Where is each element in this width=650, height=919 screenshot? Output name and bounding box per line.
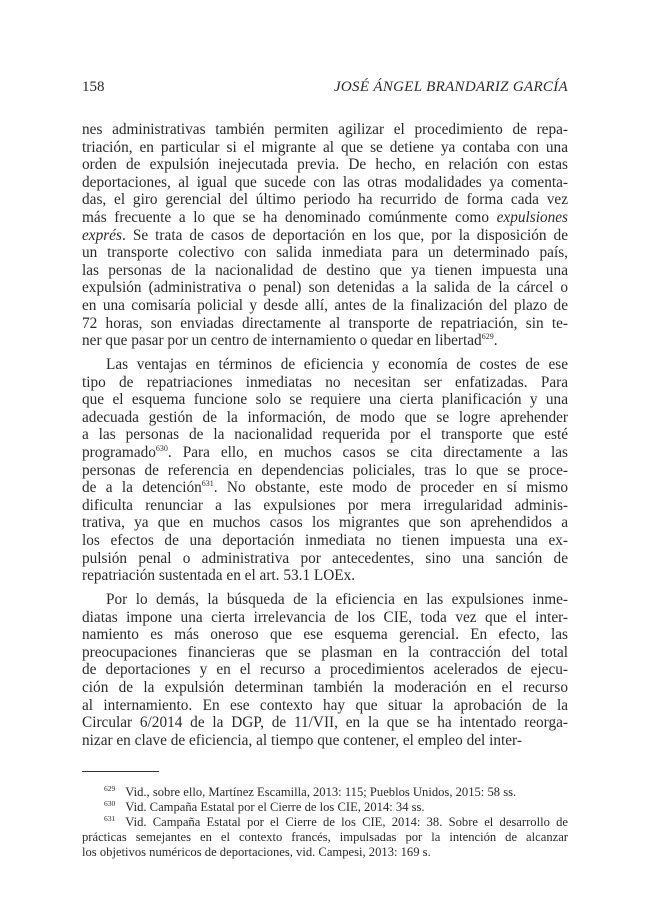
text-line: repatriación sustentada en el art. 53.1 LOEx. <box>82 567 356 585</box>
body-paragraph <box>82 121 568 350</box>
text: . Para ello, en muchos casos se cita directamente a las <box>167 443 568 461</box>
footnote <box>82 785 568 800</box>
text-line: expulsión (administrativa o penal) son detenidas a la salida de la cárcel o <box>82 279 568 297</box>
text-line: pulsión penal o administrativa por antecedentes, sino una sanción de <box>82 549 568 567</box>
italic-text: expulsiones <box>496 208 568 226</box>
text-line: nizar en clave de eficiencia, al tiempo que contener, el empleo del inter- <box>82 731 522 749</box>
footnote-reference: 630 <box>155 443 168 453</box>
text-line: al internamiento. En ese contexto hay que situar la aprobación de la <box>82 696 568 714</box>
footnote-text: prácticas semejantes en el contexto francés, impulsadas por la intención de alcanzar <box>82 830 568 844</box>
text-line <box>82 479 568 497</box>
text: . Se trata de casos de deportación en los que, por la disposición de <box>121 226 568 244</box>
footnote <box>82 815 568 830</box>
text-line <box>82 444 568 462</box>
footnote <box>82 800 568 815</box>
text: de a la detención <box>82 479 202 497</box>
footnote-text: Vid., sobre ello, Martínez Escamilla, 2013: 115; Pueblos Unidos, 2015: 58 ss. <box>125 785 517 799</box>
footnotes <box>82 785 568 860</box>
footnote-reference: 630 <box>104 799 116 808</box>
footnote-text: Vid. Campaña Estatal por el Cierre de los CIE, 2014: 34 ss. <box>125 800 425 814</box>
text-line: orden de expulsión inejecutada previa. De hecho, en relación con estas <box>82 156 568 174</box>
text-line: nes administrativas también permiten agilizar el procedimiento de repa- <box>82 121 568 138</box>
text: . <box>493 332 498 350</box>
text: ner que pasar por un centro de internamiento o quedar en libertad <box>82 332 482 350</box>
text: . No obstante, este modo de proceder en sí mismo <box>213 479 569 497</box>
footnote-reference: 629 <box>104 784 116 793</box>
running-head: JOSÉ ÁNGEL BRANDARIZ GARCÍA <box>333 79 568 95</box>
footnote-continuation <box>82 845 568 860</box>
text-line <box>82 332 568 350</box>
text-line: deportaciones, al igual que sucede con las otras modalidades ya comenta- <box>82 173 568 191</box>
text-line: ción de la expulsión determinan también la moderación en el recurso <box>82 678 568 696</box>
text-line: Por lo demás, la búsqueda de la eficiencia en las expulsiones inme- <box>106 591 568 608</box>
text-line: 72 horas, son enviadas directamente al transporte de repatriación, sin te- <box>82 314 568 332</box>
text-line: un transporte colectivo con salida inmediata para un determinado país, <box>82 244 568 262</box>
text-line: preocupaciones financieras que se plasman en la contracción del total <box>82 643 568 661</box>
body-paragraph <box>82 356 568 585</box>
text-line: adecuada gestión de la información, de modo que se logre aprehender <box>82 408 568 426</box>
text-line: das, el giro gerencial del último periodo ha recurrido de forma cada vez <box>82 191 568 209</box>
text-line: dificulta renunciar a las expulsiones por mera irregularidad adminis- <box>82 496 568 514</box>
text-line: a las personas de la nacionalidad requerida por el transporte que esté <box>82 426 568 444</box>
text-line <box>82 227 568 245</box>
text: programado <box>82 443 156 461</box>
text-line: de deportaciones y en el recurso a procedimientos acelerados de ejecu- <box>82 661 568 679</box>
text-line: namiento es más oneroso que ese esquema gerencial. En efecto, las <box>82 626 568 644</box>
text-line: diatas impone una cierta irrelevancia de los CIE, toda vez que el inter- <box>82 608 568 626</box>
text-line: triación, en particular si el migrante al que se detiene ya contaba con una <box>82 138 568 156</box>
text-line: personas de referencia en dependencias policiales, tras lo que se proce- <box>82 461 568 479</box>
text-line: en una comisaría policial y desde allí, antes de la finalización del plazo de <box>82 296 568 314</box>
text-line <box>82 209 568 227</box>
footnote-reference: 631 <box>201 479 214 489</box>
footnote-text: los objetivos numéricos de deportaciones, vid. Campesi, 2013: 169 s. <box>82 845 431 859</box>
footnote-separator <box>82 771 159 772</box>
footnote-continuation <box>82 830 568 845</box>
text-line: Circular 6/2014 de la DGP, de 11/VII, en la que se ha intentado reorga- <box>82 714 568 732</box>
text-line: que el esquema funcione solo se requiere una cierta planificación y una <box>82 391 568 409</box>
text-line: los efectos de una deportación inmediata no tienen impuesta una ex- <box>82 531 568 549</box>
italic-text: exprés <box>82 226 122 244</box>
text-line: trativa, ya que en muchos casos los migrantes que son aprehendidos a <box>82 514 568 532</box>
text-line: tipo de repatriaciones inmediatas no necesitan ser enfatizadas. Para <box>82 373 568 391</box>
footnote-reference: 629 <box>481 332 494 342</box>
footnote-text: Vid. Campaña Estatal por el Cierre de los CIE, 2014: 38. Sobre el desarrollo de <box>125 815 568 829</box>
page-number: 158 <box>82 79 105 95</box>
footnote-reference: 631 <box>104 814 116 823</box>
body-paragraph <box>82 591 568 749</box>
text: más frecuente a lo que se ha denominado comúnmente como <box>82 208 497 226</box>
text-line: Las ventajas en términos de eficiencia y economía de costes de ese <box>106 356 568 373</box>
text-line: las personas de la nacionalidad de destino que ya tienen impuesta una <box>82 261 568 279</box>
